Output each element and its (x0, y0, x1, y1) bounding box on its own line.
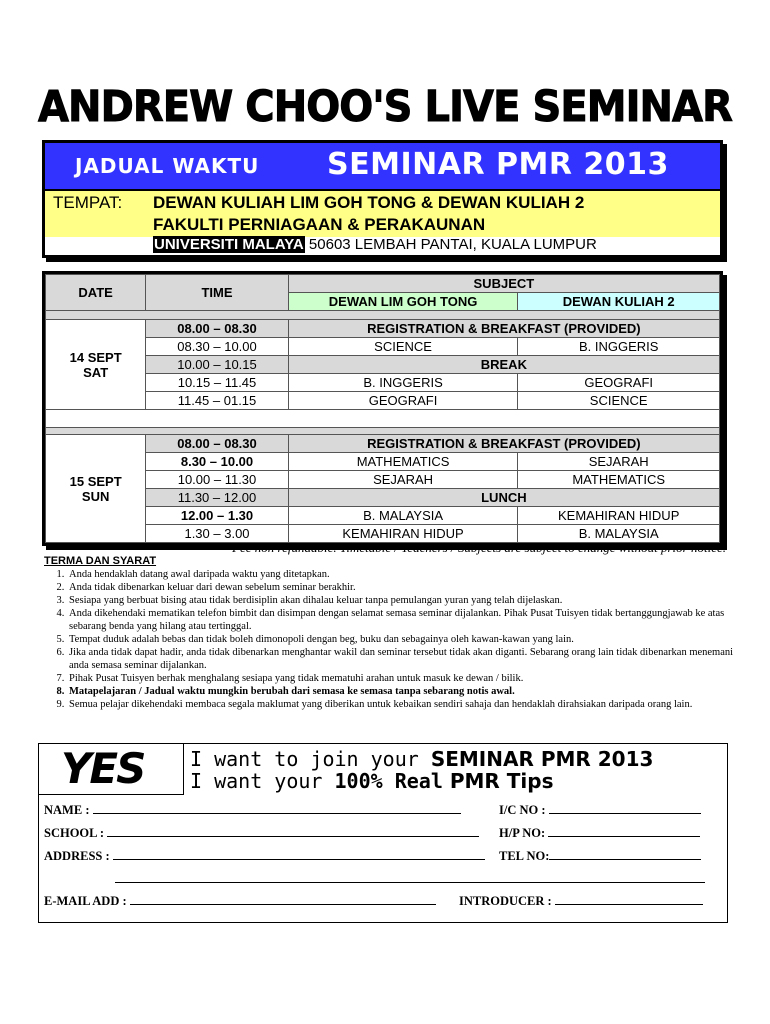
hall-2-cell: MATHEMATICS (518, 471, 720, 489)
hall-1-cell: SCIENCE (288, 338, 518, 356)
hall-1-cell: MATHEMATICS (288, 453, 518, 471)
date-cell-day1: 14 SEPT SAT (46, 320, 146, 410)
table-row (46, 471, 720, 489)
time-cell: 08.00 – 08.30 (146, 320, 288, 338)
terms-list (44, 568, 734, 711)
spacer-row (46, 410, 720, 428)
table-row (46, 392, 720, 410)
schedule-table (42, 271, 723, 546)
fee-note: *Fee non refundable. Timetable / Teachers / Subjects are subject to change without prior notice. (225, 540, 726, 555)
table-row (46, 489, 720, 507)
table-row (46, 356, 720, 374)
span-cell: REGISTRATION & BREAKFAST (PROVIDED) (288, 435, 719, 453)
time-cell: 12.00 – 1.30 (146, 507, 288, 525)
span-cell: BREAK (288, 356, 719, 374)
terms-heading: TERMA DAN SYARAT (44, 555, 157, 567)
venue-line-2: FAKULTI PERNIAGAAN & PERAKAUNAN (153, 215, 486, 234)
tempat-label: TEMPAT: (53, 193, 123, 212)
address-line-2[interactable] (115, 872, 705, 887)
venue-address (153, 236, 597, 253)
time-cell: 08.30 – 10.00 (146, 338, 288, 356)
time-cell: 1.30 – 3.00 (146, 525, 288, 543)
seminar-title: SEMINAR PMR 2013 (327, 147, 669, 182)
hall-1-cell: B. INGGERIS (288, 374, 518, 392)
school-field[interactable]: SCHOOL : (44, 826, 479, 841)
hall-2-cell: B. INGGERIS (518, 338, 720, 356)
name-field[interactable]: NAME : (44, 803, 461, 818)
time-cell: 11.30 – 12.00 (146, 489, 288, 507)
time-cell: 10.15 – 11.45 (146, 374, 288, 392)
time-cell: 10.00 – 10.15 (146, 356, 288, 374)
table-row (46, 453, 720, 471)
spacer-row (46, 311, 720, 320)
date-cell-day2: 15 SEPT SUN (46, 435, 146, 543)
list-item: 1. Anda hendaklah datang awal daripada waktu yang ditetapkan. (67, 568, 734, 581)
spacer-row (46, 428, 720, 435)
header-banner (45, 143, 720, 191)
hp-field[interactable]: H/P NO: (499, 826, 700, 841)
col-header-time: TIME (146, 275, 288, 311)
list-item: 9. Semua pelajar dikehendaki membaca segala maklumat yang diberikan untuk kebaikan sendiri sahaja dan hendaklah dirahsiakan daripada orang lain. (67, 698, 734, 711)
table-row (46, 320, 720, 338)
main-title: ANDREW CHOO'S LIVE SEMINAR (38, 82, 732, 132)
time-cell: 10.00 – 11.30 (146, 471, 288, 489)
hall-2-cell: SCIENCE (518, 392, 720, 410)
email-field[interactable]: E-MAIL ADD : (44, 894, 436, 909)
list-item: 6. Jika anda tidak dapat hadir, anda tidak dibenarkan menghantar wakil dan seminar tersebut tidak akan diganti. Sebarang orang lain tidak dibenarkan menemani anda semasa seminar dijalankan. (67, 646, 734, 672)
span-cell: LUNCH (288, 489, 719, 507)
hall-1-cell: B. MALAYSIA (288, 507, 518, 525)
col-header-subject: SUBJECT (288, 275, 719, 293)
tips-line: I want your 100% Real PMR Tips (190, 769, 554, 793)
seminar-header (42, 140, 723, 258)
hall-2-cell: KEMAHIRAN HIDUP (518, 507, 720, 525)
venue-line-1: DEWAN KULIAH LIM GOH TONG & DEWAN KULIAH 2 (153, 193, 585, 212)
list-item: 4. Anda dikehendaki mematikan telefon bimbit dan disimpan dengan selamat semasa seminar dijalankan. Pihak Pusat Tuisyen tidak bertanggungjawab ke atas sebarang benda yang hilang atau tertinggal. (67, 607, 734, 633)
tel-field[interactable]: TEL NO: (499, 849, 701, 864)
address-text: 50603 LEMBAH PANTAI, KUALA LUMPUR (304, 236, 597, 253)
time-cell: 8.30 – 10.00 (146, 453, 288, 471)
introducer-field[interactable]: INTRODUCER : (459, 894, 703, 909)
list-item: 3. Sesiapa yang berbuat bising atau tidak berdisiplin akan dihalau keluar tanpa pemulangan yuran yang telah dijelaskan. (67, 594, 734, 607)
table-row (46, 507, 720, 525)
time-cell: 08.00 – 08.30 (146, 435, 288, 453)
hall-2-cell: SEJARAH (518, 453, 720, 471)
hall-2-header: DEWAN KULIAH 2 (518, 293, 720, 311)
list-item: 7. Pihak Pusat Tuisyen berhak menghalang sesiapa yang tidak mematuhi arahan untuk masuk ke dewan / bilik. (67, 672, 734, 685)
hall-2-cell: B. MALAYSIA (518, 525, 720, 543)
terms-section (44, 555, 734, 711)
hall-1-cell: SEJARAH (288, 471, 518, 489)
list-item: 2. Anda tidak dibenarkan keluar dari dewan sebelum seminar berakhir. (67, 581, 734, 594)
yes-box (39, 744, 184, 795)
table-row (46, 374, 720, 392)
ic-field[interactable]: I/C NO : (499, 803, 701, 818)
table-row (46, 435, 720, 453)
jadual-waktu-label: JADUAL WAKTU (75, 154, 260, 178)
hall-1-cell: KEMAHIRAN HIDUP (288, 525, 518, 543)
yes-label: YES (61, 744, 145, 793)
list-item: 8. Matapelajaran / Jadual waktu mungkin berubah dari semasa ke semasa tanpa sebarang notis awal. (67, 685, 734, 698)
list-item: 5. Tempat duduk adalah bebas dan tidak boleh dimonopoli dengan beg, buku dan sebagainya oleh kawan-kawan yang lain. (67, 633, 734, 646)
hall-2-cell: GEOGRAFI (518, 374, 720, 392)
venue-panel (45, 191, 720, 237)
university-name: UNIVERSITI MALAYA (154, 236, 304, 253)
address-field[interactable]: ADDRESS : (44, 849, 485, 864)
col-header-date: DATE (46, 275, 146, 311)
hall-1-header: DEWAN LIM GOH TONG (288, 293, 518, 311)
registration-form (38, 743, 728, 923)
time-cell: 11.45 – 01.15 (146, 392, 288, 410)
table-row (46, 338, 720, 356)
hall-1-cell: GEOGRAFI (288, 392, 518, 410)
join-line: I want to join your SEMINAR PMR 2013 (190, 747, 654, 771)
span-cell: REGISTRATION & BREAKFAST (PROVIDED) (288, 320, 719, 338)
